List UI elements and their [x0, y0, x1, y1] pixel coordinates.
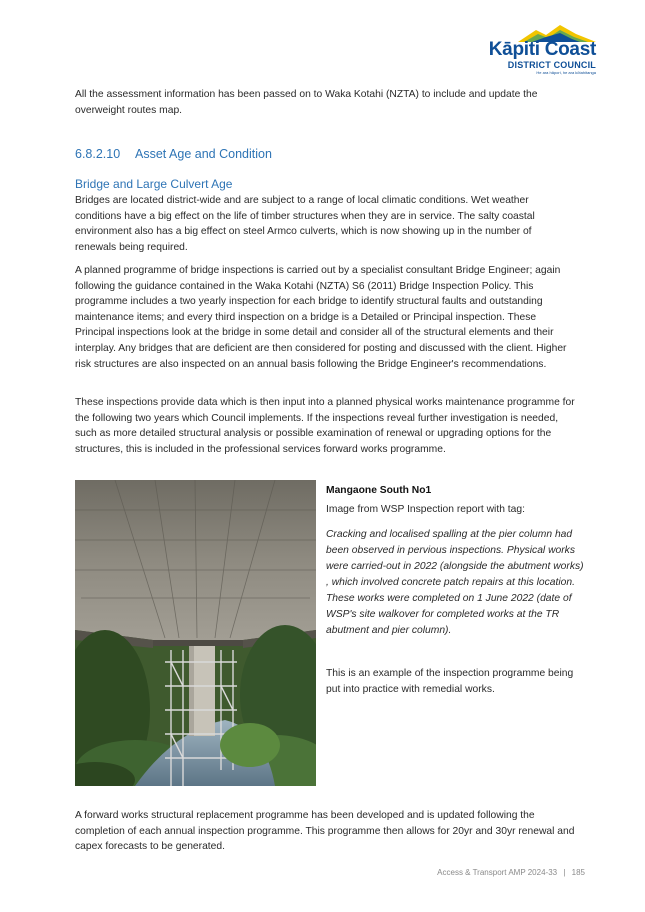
- closing-paragraph: A forward works structural replacement programme has been developed and is updated following the completion of each annual inspection programme. This programme then allows for 20yr and 30yr renewal and capex forecasts to be generated.: [75, 810, 575, 853]
- logo-tagline: He ara hāpori, he ara kōtahitanga: [536, 70, 596, 75]
- section-heading: [75, 147, 272, 161]
- body-paragraph: Bridges are located district-wide and are subject to a range of local climatic conditions. Wet weather conditions have a big effect on the life of timber structures when they are in service. The salty coastal environment also has a big effect on steel Armco culverts, which is now showing up in the number of renewals being required.: [75, 195, 535, 253]
- body-paragraph: A planned programme of bridge inspections is carried out by a specialist consultant Bridge Engineer; again following the guidance contained in the Waka Kotahi (NZTA) S6 (2011) Bridge Inspection Policy. This programme includes a two yearly inspection for each bridge to identify structural faults and outstanding maintenance items; and every third inspection on a bridge is a Detailed or Principal inspection. These Principal inspections look at the bridge in some detail and consider all of the structural elements and their interplay. Any bridges that are deficient are then considered for posting and discussed with the client. Higher risk structures are also inspected on an annual basis following the Bridge Engineer's recommendations.: [75, 265, 567, 370]
- intro-paragraph: All the assessment information has been passed on to Waka Kotahi (NZTA) to include and update the overweight routes map.: [75, 89, 538, 116]
- section-title: Asset Age and Condition: [135, 147, 272, 161]
- page-footer: [437, 868, 585, 877]
- logo-title: Kāpiti Coast: [488, 39, 596, 60]
- page-number: 185: [571, 868, 585, 877]
- bridge-photo: [75, 480, 316, 786]
- section-number: 6.8.2.10: [75, 147, 121, 161]
- caption-intro: Image from WSP Inspection report with tag:: [326, 504, 525, 515]
- logo-subtitle: DISTRICT COUNCIL: [507, 60, 596, 70]
- caption-title: Mangaone South No1: [326, 485, 432, 496]
- footer-separator: |: [563, 868, 566, 877]
- body-paragraph: These inspections provide data which is then input into a planned physical works maintenance programme for the following two years which Council implements. If the inspections reveal further investigation is needed, such as more detailed structural analysis or possible examination of renewal or upgrading options for the structures, this is included in the professional services forward works programme.: [75, 397, 575, 455]
- council-logo: [478, 24, 598, 76]
- subsection-heading: Bridge and Large Culvert Age: [75, 177, 233, 191]
- caption-note: This is an example of the inspection programme being put into practice with remedial works.: [326, 668, 574, 695]
- footer-document: Access & Transport AMP 2024-33: [437, 868, 558, 877]
- caption-quote: Cracking and localised spalling at the pier column had been observed in pervious inspections. Physical works were carried-out in 2022 (alongside the abutment works) , which involved concrete patch repairs at this location. These works were completed on 1 June 2022 (date of WSP's site walkover for completed works at the TR abutment and pier column).: [326, 529, 584, 636]
